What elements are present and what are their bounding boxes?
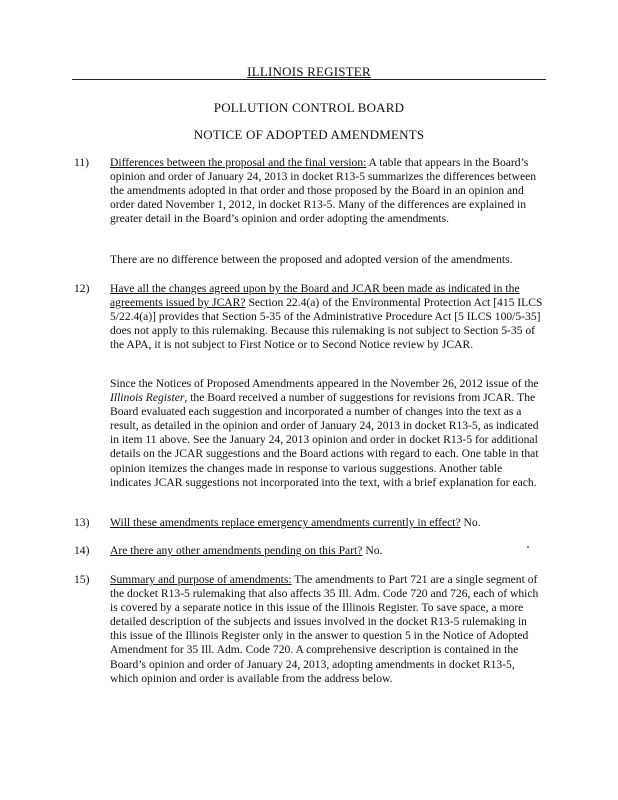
item-body [110,516,544,530]
item-answer: The amendments to Part 721 are a single segment of the docket R13-5 rulemaking that also affects 35 Ill. Adm. Code 720 and 726, each of which is covered by a separate notice in this issue of the Illinois Register. To save space, a more detailed description of the subjects and issues involved in the docket R13-5 rulemaking in this issue of the Illinois Register only in the answer to question 5 in the Notice of Adopted Amendment for 35 Ill. Adm. Code 720. A comprehensive description is contained in the Board’s opinion and order of January 24, 2013, adopting amendments in docket R13-5, which opinion and order is available from the address below. [110,573,539,685]
item-answer: No. [460,516,481,529]
item-body [110,156,544,226]
para-text-start: Since the Notices of Proposed Amendments appeared in the November 26, 2012 issue of the [110,377,539,390]
item-answer: No. [362,544,383,557]
item-number: 12) [74,282,90,295]
item-question: Differences between the proposal and the final version: [110,156,367,169]
item-body [110,377,544,490]
item-paragraph [110,282,544,352]
scan-speck [527,546,529,548]
item-number: 15) [74,573,90,586]
item-paragraph [110,156,544,226]
item-paragraph [110,544,544,558]
item-paragraph [110,377,544,490]
header-rule [72,79,546,80]
item-question: Are there any other amendments pending on this Part? [110,544,363,557]
register-title: ILLINOIS REGISTER [247,64,371,79]
item-question: Have all the changes agreed upon by the Board and JCAR been made as indicated in the agreements issued by JCAR? [110,282,520,310]
item-body [110,573,544,686]
item-question: Will these amendments replace emergency amendments currently in effect? [110,516,461,529]
item-number: 14) [74,544,90,557]
item-number: 13) [74,516,90,529]
para-text-end: , the Board received a number of suggestions for revisions from JCAR. The Board evaluated each suggestion and incorporated a number of changes into the text as a result, as detailed in the opinion and order of January 24, 2013 in docket R13-5, as indicated in item 11 above. See the January 24, 2013 opinion and order in docket R13-5 for additional details on the JCAR suggestions and the Board actions with regard to each. One table in that opinion itemizes the changes made in response to various suggestions. Another table indicates JCAR suggestions not incorporated into the text, with a brief explanation for each. [110,391,539,489]
item-body [110,282,544,352]
item-paragraph: There are no difference between the proposed and adopted version of the amendments. [110,253,513,266]
item-body [110,544,544,558]
register-italic: Illinois Register [110,391,185,405]
item-body [110,253,544,267]
notice-title: NOTICE OF ADOPTED AMENDMENTS [193,127,425,142]
board-name: POLLUTION CONTROL BOARD [213,100,405,115]
item-number: 11) [74,156,90,169]
item-answer: Section 22.4(a) of the Environmental Protection Act [415 ILCS 5/22.4(a)] provides that Section 5-35 of the Administrative Procedure Act [5 ILCS 100/5-35] does not apply to this rulemaking. Because this rulemaking is not subject to Section 5-35 of the APA, it is not subject to First Notice or to Second Notice review by JCAR. [110,296,543,352]
item-paragraph [110,573,544,686]
item-answer: A table that appears in the Board’s opinion and order of January 24, 2013 in docket R13-5 summarizes the differences between the amendments adopted in that order and those proposed by the Board in an opinion and order dated November 1, 2012, in docket R13-5. Many of the differences are explained in greater detail in the Board’s opinion and order adopting the amendments. [110,156,537,226]
item-paragraph [110,516,544,530]
item-question: Summary and purpose of amendments: [110,573,292,586]
